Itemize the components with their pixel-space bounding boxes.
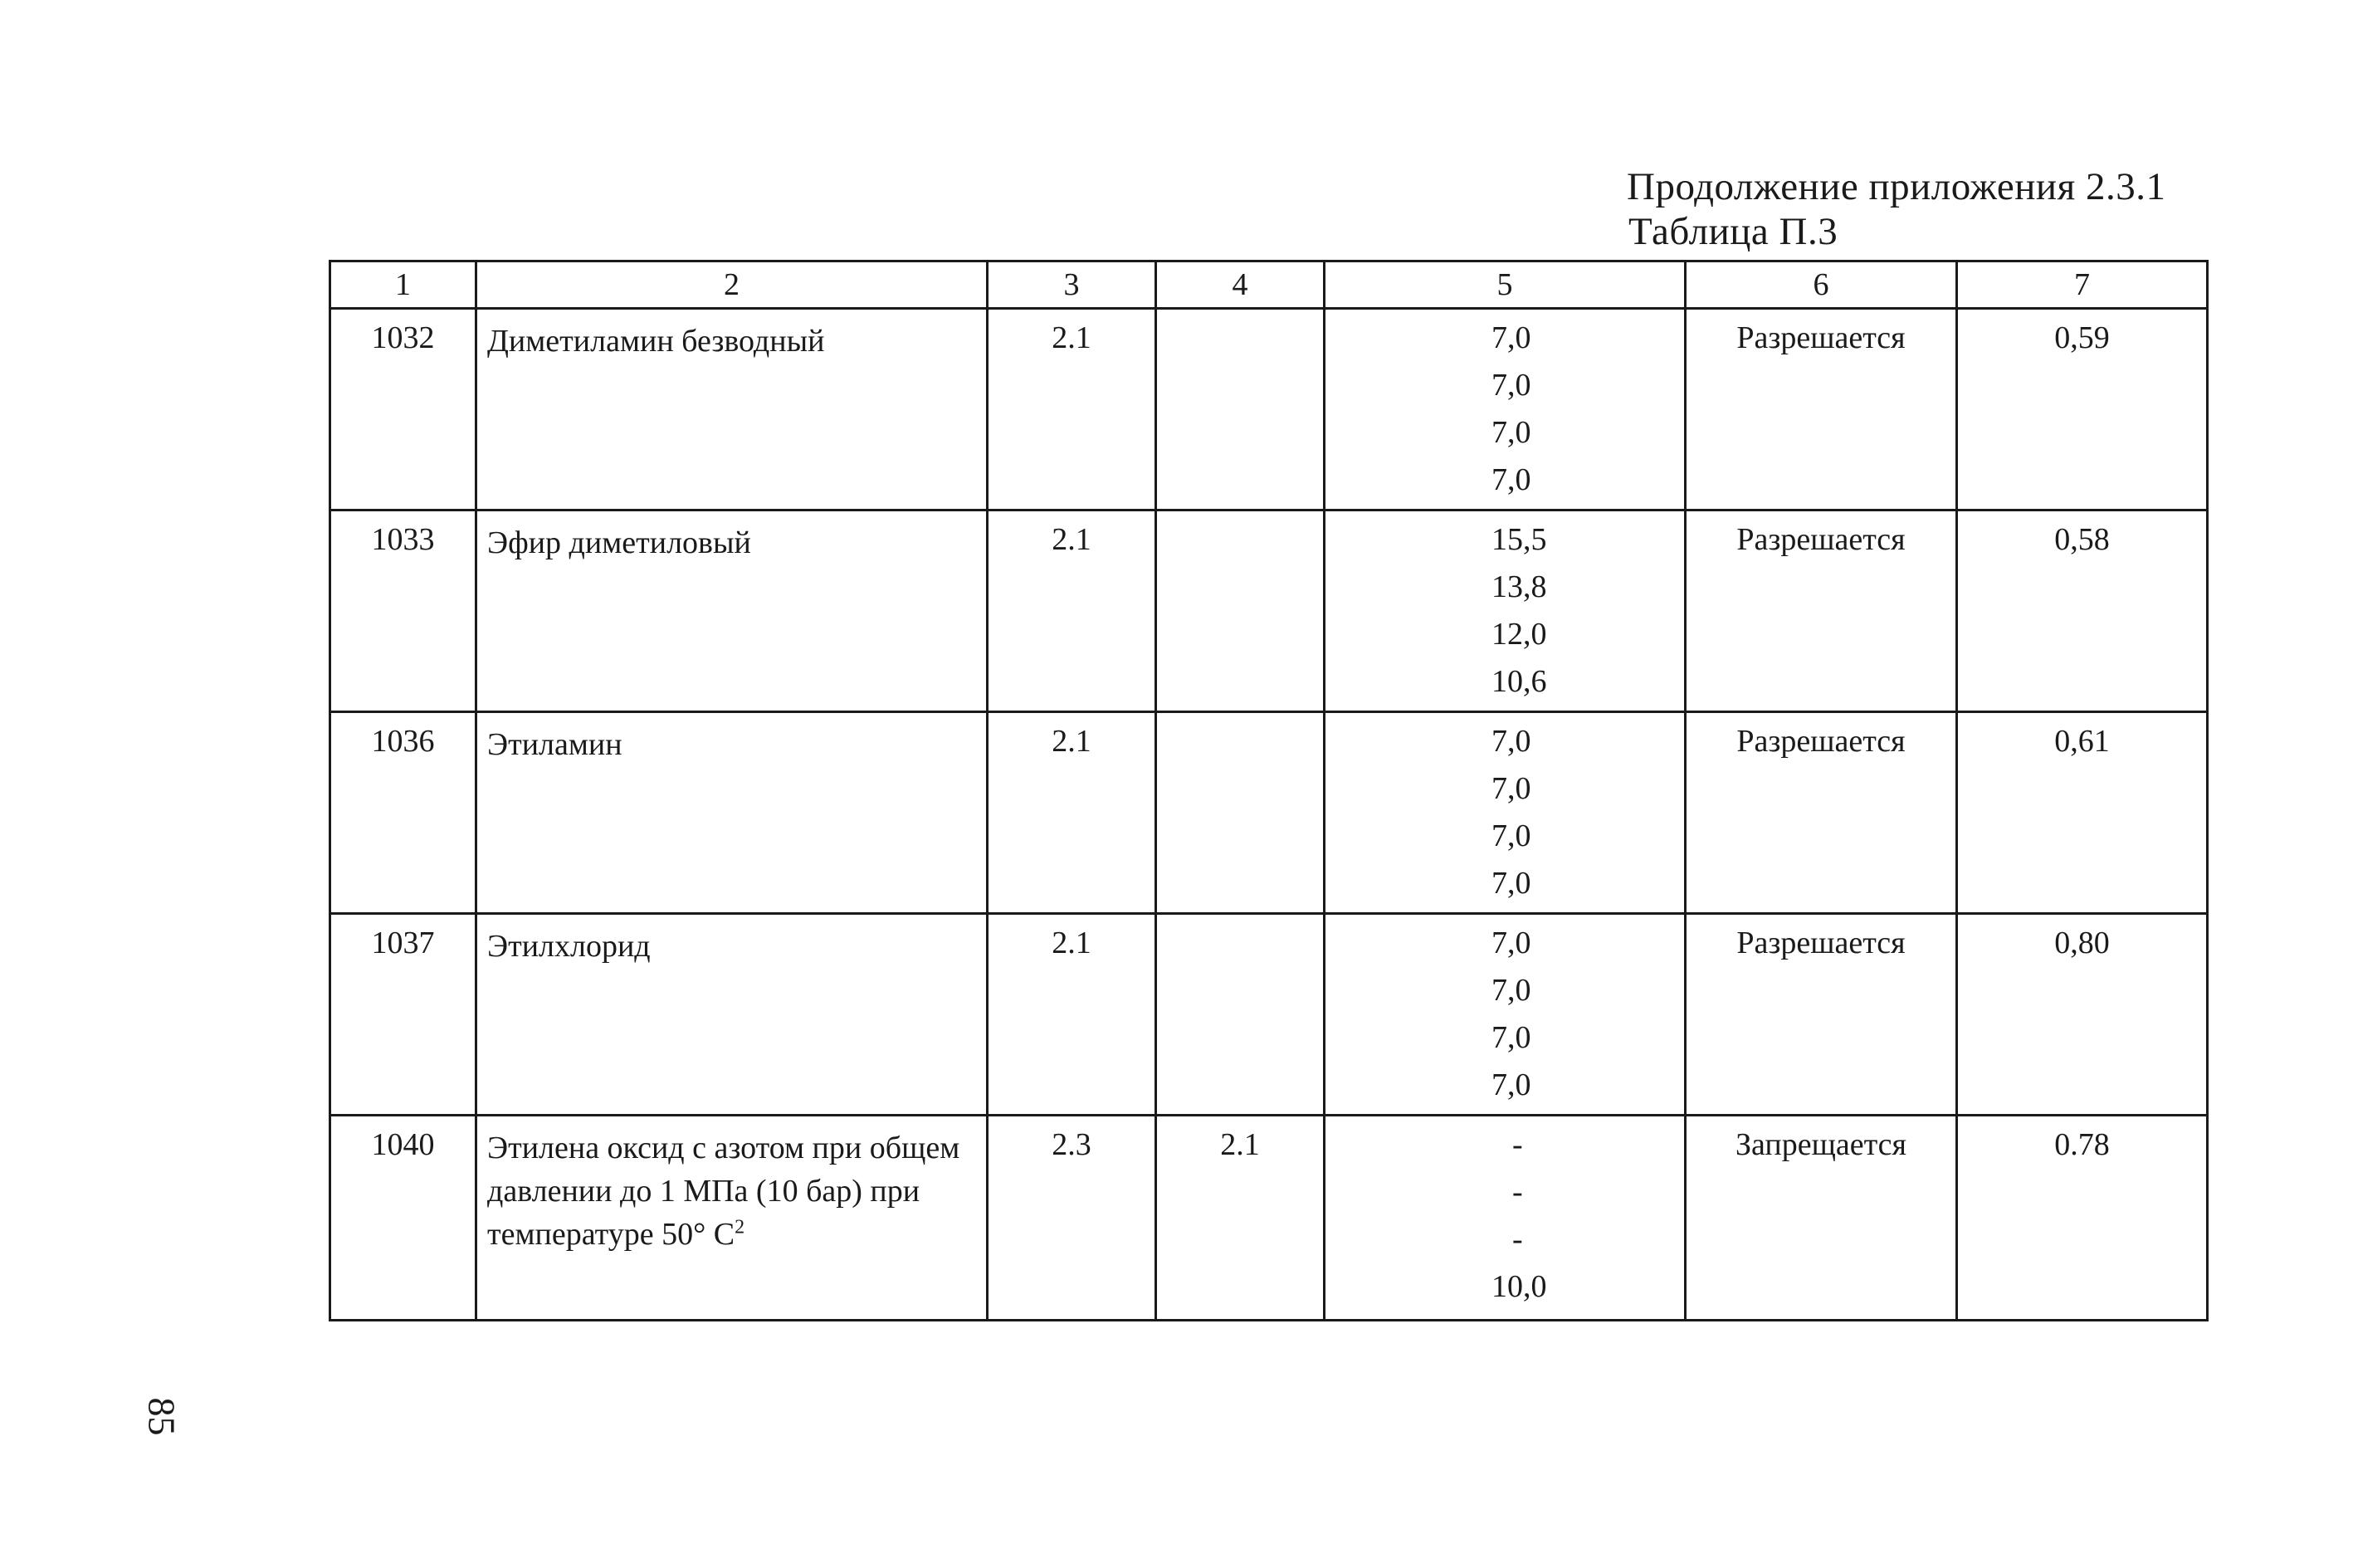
substance-name-cell: Диметиламин безводный bbox=[476, 309, 988, 510]
values-cell bbox=[1325, 510, 1686, 712]
ratio-cell: 0,61 bbox=[1957, 712, 2208, 914]
substance-name-text: Этилена оксид с азотом при общем давлении до 1 МПа (10 бар) при температуре 50° С bbox=[487, 1131, 960, 1252]
table-heading bbox=[1627, 164, 2165, 254]
subsidiary-class-cell bbox=[1156, 510, 1325, 712]
subsidiary-class-cell bbox=[1156, 914, 1325, 1116]
class-cell: 2.1 bbox=[988, 510, 1156, 712]
value: - bbox=[1512, 1222, 1523, 1257]
table-row bbox=[330, 1116, 2208, 1321]
subsidiary-class-cell: 2.1 bbox=[1156, 1116, 1325, 1321]
appendix-continuation-title: Продолжение приложения 2.3.1 bbox=[1627, 165, 2166, 208]
table-row bbox=[330, 712, 2208, 914]
value: 7,0 bbox=[1491, 771, 1531, 806]
value: 7,0 bbox=[1491, 818, 1531, 853]
class-cell: 2.1 bbox=[988, 309, 1156, 510]
ratio-cell: 0,59 bbox=[1957, 309, 2208, 510]
un-number-cell: 1037 bbox=[330, 914, 476, 1116]
value: 7,0 bbox=[1491, 866, 1531, 901]
value: 15,5 bbox=[1491, 522, 1547, 557]
permission-cell: Разрешается bbox=[1686, 309, 1957, 510]
column-header: 6 bbox=[1686, 261, 1957, 309]
value: 7,0 bbox=[1491, 1020, 1531, 1055]
value: 7,0 bbox=[1491, 926, 1531, 960]
footnote-marker: 2 bbox=[735, 1216, 745, 1238]
column-header: 5 bbox=[1325, 261, 1686, 309]
value: 10,6 bbox=[1491, 664, 1547, 699]
table-row bbox=[330, 510, 2208, 712]
permission-cell: Запрещается bbox=[1686, 1116, 1957, 1321]
page-number: 85 bbox=[140, 1397, 183, 1436]
value: 13,8 bbox=[1491, 569, 1547, 604]
data-table bbox=[329, 260, 2209, 1321]
value: - bbox=[1512, 1175, 1523, 1209]
ratio-cell: 0.78 bbox=[1957, 1116, 2208, 1321]
ratio-cell: 0,80 bbox=[1957, 914, 2208, 1116]
un-number-cell: 1036 bbox=[330, 712, 476, 914]
substance-name-cell bbox=[476, 1116, 988, 1321]
value: 7,0 bbox=[1491, 1067, 1531, 1102]
values-cell bbox=[1325, 914, 1686, 1116]
subsidiary-class-cell bbox=[1156, 712, 1325, 914]
values-cell bbox=[1325, 1116, 1686, 1321]
value: 7,0 bbox=[1491, 368, 1531, 403]
un-number-cell: 1040 bbox=[330, 1116, 476, 1321]
table-row bbox=[330, 309, 2208, 510]
column-header: 2 bbox=[476, 261, 988, 309]
column-header: 4 bbox=[1156, 261, 1325, 309]
column-header: 1 bbox=[330, 261, 476, 309]
value: - bbox=[1512, 1127, 1523, 1162]
table-row bbox=[330, 914, 2208, 1116]
value: 7,0 bbox=[1491, 724, 1531, 759]
value: 10,0 bbox=[1491, 1269, 1547, 1304]
column-number-row bbox=[330, 261, 2208, 309]
value: 12,0 bbox=[1491, 617, 1547, 652]
substance-name-cell: Этиламин bbox=[476, 712, 988, 914]
class-cell: 2.1 bbox=[988, 712, 1156, 914]
un-number-cell: 1033 bbox=[330, 510, 476, 712]
column-header: 3 bbox=[988, 261, 1156, 309]
substance-name-cell: Этилхлорид bbox=[476, 914, 988, 1116]
values-cell bbox=[1325, 309, 1686, 510]
value: 7,0 bbox=[1491, 415, 1531, 450]
table-label: Таблица П.3 bbox=[1628, 210, 1838, 253]
permission-cell: Разрешается bbox=[1686, 510, 1957, 712]
class-cell: 2.1 bbox=[988, 914, 1156, 1116]
permission-cell: Разрешается bbox=[1686, 914, 1957, 1116]
subsidiary-class-cell bbox=[1156, 309, 1325, 510]
class-cell: 2.3 bbox=[988, 1116, 1156, 1321]
ratio-cell: 0,58 bbox=[1957, 510, 2208, 712]
values-cell bbox=[1325, 712, 1686, 914]
value: 7,0 bbox=[1491, 462, 1531, 497]
value: 7,0 bbox=[1491, 973, 1531, 1008]
value: 7,0 bbox=[1491, 320, 1531, 355]
substance-name-cell: Эфир диметиловый bbox=[476, 510, 988, 712]
column-header: 7 bbox=[1957, 261, 2208, 309]
permission-cell: Разрешается bbox=[1686, 712, 1957, 914]
un-number-cell: 1032 bbox=[330, 309, 476, 510]
